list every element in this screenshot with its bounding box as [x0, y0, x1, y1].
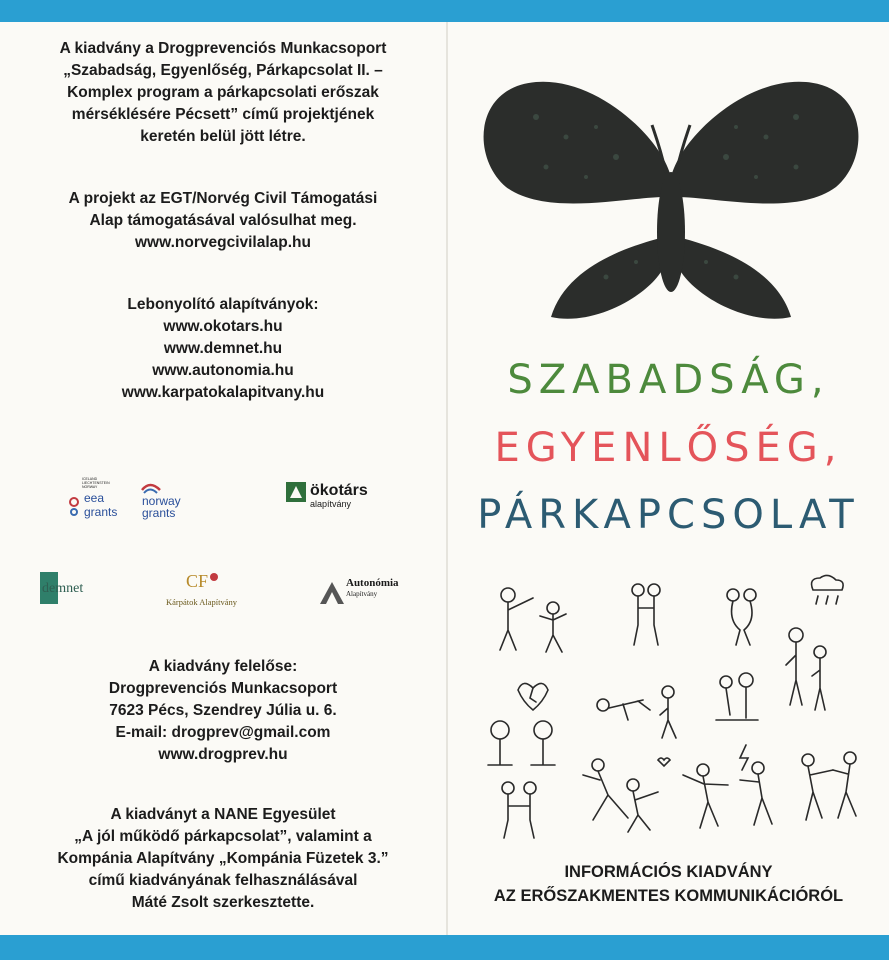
svg-text:LIECHTENSTEIN: LIECHTENSTEIN — [82, 481, 110, 485]
okotars-logo — [284, 478, 404, 514]
intro-text — [0, 38, 446, 148]
email-link[interactable]: E-mail: drogprev@gmail.com — [115, 724, 331, 741]
svg-text:norway: norway — [142, 494, 181, 508]
credits-text — [0, 804, 446, 914]
intro-line: A kiadvány a Drogprevenciós Munkacsoport — [59, 40, 387, 57]
subtitle-line-1: INFORMÁCIÓS KIADVÁNY — [564, 863, 773, 881]
intro-line: keretén belül jött létre. — [140, 128, 306, 145]
support-link[interactable]: www.norvegcivilalap.hu — [135, 234, 311, 251]
foundations-list — [0, 294, 446, 404]
credits-line: Kompánia Alapítvány „Kompánia Füzetek 3.” — [57, 850, 389, 867]
support-text — [0, 188, 446, 254]
responsible-text — [0, 656, 446, 766]
svg-text:ökotárs: ökotárs — [310, 482, 368, 499]
svg-text:grants: grants — [84, 505, 118, 519]
svg-text:alapítvány: alapítvány — [310, 499, 352, 509]
foundation-link[interactable]: www.autonomia.hu — [152, 362, 294, 379]
title-line-equality: EGYENLŐSÉG, — [494, 425, 843, 471]
intro-line: „Szabadság, Egyenlőség, Párkapcsolat II. – — [63, 62, 383, 79]
svg-text:NORWAY: NORWAY — [82, 485, 98, 489]
svg-text:Autonómia: Autonómia — [346, 577, 399, 589]
cover-panel — [448, 22, 889, 935]
foundation-link[interactable]: www.demnet.hu — [163, 340, 283, 357]
top-color-band — [0, 0, 889, 22]
responsible-heading: A kiadvány felelőse: — [148, 658, 298, 675]
svg-text:Alapítvány: Alapítvány — [346, 590, 378, 598]
norway-grants-logo — [138, 480, 210, 524]
intro-line: Komplex program a párkapcsolati erőszak — [67, 84, 379, 101]
karpatok-logo — [164, 567, 264, 612]
address-line: 7623 Pécs, Szendrey Júlia u. 6. — [109, 702, 337, 719]
intro-line: mérséklésére Pécsett” című projektjének — [71, 106, 375, 123]
svg-text:eea: eea — [84, 491, 105, 505]
responsible-line: Drogprevenciós Munkacsoport — [108, 680, 338, 697]
svg-text:CF: CF — [186, 571, 209, 591]
svg-text:demnet: demnet — [42, 581, 84, 596]
foundations-heading: Lebonyolító alapítványok: — [127, 296, 319, 313]
butterfly-illustration — [476, 77, 866, 332]
demnet-logo — [38, 570, 108, 606]
svg-text:Kárpátok Alapítvány: Kárpátok Alapítvány — [166, 597, 238, 607]
support-line: Alap támogatásával valósulhat meg. — [89, 212, 357, 229]
left-panel — [0, 22, 446, 935]
eea-grants-logo — [68, 474, 138, 524]
people-sketches-illustration — [478, 570, 878, 840]
subtitle-line-2: AZ ERŐSZAKMENTES KOMMUNIKÁCIÓRÓL — [493, 887, 844, 905]
support-line: A projekt az EGT/Norvég Civil Támogatási — [68, 190, 378, 207]
autonomia-logo — [318, 572, 418, 606]
website-link[interactable]: www.drogprev.hu — [158, 746, 288, 763]
credits-line: „A jól működő párkapcsolat”, valamint a — [74, 828, 372, 845]
credits-line: A kiadványt a NANE Egyesület — [110, 806, 336, 823]
title-line-freedom: SZABADSÁG, — [507, 357, 830, 403]
bottom-color-band — [0, 935, 889, 960]
title-line-relationship: PÁRKAPCSOLAT — [477, 492, 860, 538]
foundation-link[interactable]: www.karpatokalapitvany.hu — [121, 384, 325, 401]
svg-text:grants: grants — [142, 506, 176, 520]
credits-line: című kiadványának felhasználásával — [88, 872, 358, 889]
svg-text:ICELAND: ICELAND — [82, 477, 98, 481]
foundation-link[interactable]: www.okotars.hu — [163, 318, 283, 335]
credits-line: Máté Zsolt szerkesztette. — [131, 894, 315, 911]
